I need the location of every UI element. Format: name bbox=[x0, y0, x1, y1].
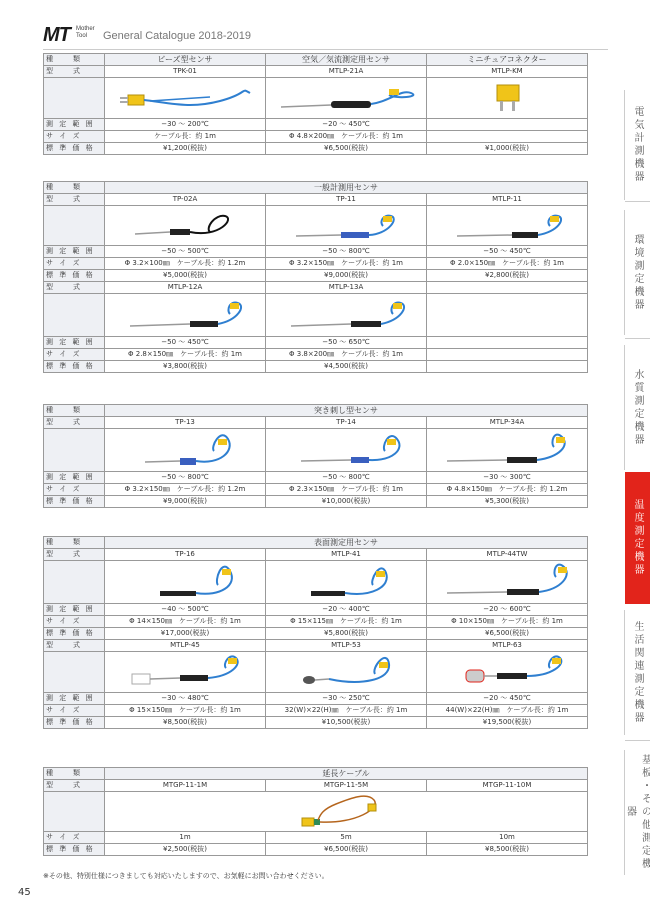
size-cell: Φ 3.2×150㎜ ケーブル長：約 1.2m bbox=[105, 484, 266, 496]
header-divider bbox=[43, 49, 608, 50]
model-cell: MTLP-12A bbox=[105, 282, 266, 294]
kind-cell: 突き刺し型センサ bbox=[105, 405, 588, 417]
label-range: 測 定 範 囲 bbox=[44, 337, 105, 349]
range-cell: −50 〜 450℃ bbox=[427, 246, 588, 258]
product-image-cell bbox=[427, 429, 588, 472]
label-model: 型 式 bbox=[44, 282, 105, 294]
label-model: 型 式 bbox=[44, 549, 105, 561]
image-label-cell bbox=[44, 78, 105, 119]
kind-cell: 一般計測用センサ bbox=[105, 182, 588, 194]
label-size: サ イ ズ bbox=[44, 131, 105, 143]
price-cell: ¥10,500(税抜) bbox=[266, 717, 427, 729]
model-cell: MTLP-45 bbox=[105, 640, 266, 652]
image-label-cell bbox=[44, 792, 105, 832]
size-cell: 44(W)×22(H)㎜ ケーブル長：約 1m bbox=[427, 705, 588, 717]
mtlp53-image bbox=[271, 654, 421, 690]
range-cell: −30 〜 480℃ bbox=[105, 693, 266, 705]
kind-cell: 表面測定用センサ bbox=[105, 537, 588, 549]
mtlp45-image bbox=[110, 654, 260, 690]
range-cell: −20 〜 400℃ bbox=[266, 604, 427, 616]
price-cell: ¥6,500(税抜) bbox=[266, 143, 427, 155]
extension-cable-image bbox=[106, 794, 586, 830]
label-model: 型 式 bbox=[44, 640, 105, 652]
product-image-cell bbox=[105, 294, 266, 337]
label-model: 型 式 bbox=[44, 194, 105, 206]
mtlp11-image bbox=[432, 208, 582, 244]
spec-table-bead bbox=[43, 53, 588, 155]
price-cell: ¥6,500(税抜) bbox=[427, 628, 588, 640]
model-cell: MTGP-11-1M bbox=[105, 780, 266, 792]
product-image-cell bbox=[266, 652, 427, 693]
price-cell bbox=[427, 361, 588, 373]
product-image-cell bbox=[266, 206, 427, 246]
side-tab-electrical[interactable]: 電気計測機器 bbox=[624, 90, 650, 200]
price-cell: ¥5,000(税抜) bbox=[105, 270, 266, 282]
kind-cell: ビーズ型センサ bbox=[105, 54, 266, 66]
product-image-cell bbox=[266, 429, 427, 472]
product-image-cell bbox=[266, 78, 427, 119]
tp13-image bbox=[110, 431, 260, 469]
catalog-title: General Catalogue 2018-2019 bbox=[103, 30, 252, 42]
label-model: 型 式 bbox=[44, 417, 105, 429]
price-cell: ¥10,000(税抜) bbox=[266, 496, 427, 508]
empty-cell bbox=[427, 294, 588, 337]
range-cell: −40 〜 500℃ bbox=[105, 604, 266, 616]
tp14-image bbox=[271, 431, 421, 469]
price-cell: ¥8,500(税抜) bbox=[427, 844, 588, 856]
size-cell: Φ 4.8×150㎜ ケーブル長：約 1.2m bbox=[427, 484, 588, 496]
model-cell: MTLP-41 bbox=[266, 549, 427, 561]
size-cell: Φ 4.8×200㎜ ケーブル長：約 1m bbox=[266, 131, 427, 143]
model-cell: TP-14 bbox=[266, 417, 427, 429]
connector-image bbox=[432, 79, 582, 117]
label-size: サ イ ズ bbox=[44, 484, 105, 496]
range-cell bbox=[427, 119, 588, 131]
label-range: 測 定 範 囲 bbox=[44, 604, 105, 616]
product-image-cell bbox=[427, 652, 588, 693]
product-image-cell bbox=[105, 561, 266, 604]
brand-sub-line1: Mother bbox=[76, 26, 95, 32]
model-cell: TPK-01 bbox=[105, 66, 266, 78]
range-cell: −50 〜 500℃ bbox=[105, 246, 266, 258]
price-cell: ¥1,000(税抜) bbox=[427, 143, 588, 155]
label-price: 標 準 価 格 bbox=[44, 270, 105, 282]
model-cell: TP-02A bbox=[105, 194, 266, 206]
price-cell: ¥9,000(税抜) bbox=[266, 270, 427, 282]
label-price: 標 準 価 格 bbox=[44, 361, 105, 373]
tp11-image bbox=[271, 208, 421, 244]
label-price: 標 準 価 格 bbox=[44, 628, 105, 640]
label-model: 型 式 bbox=[44, 780, 105, 792]
side-tab-water[interactable]: 水質測定機器 bbox=[624, 345, 650, 470]
size-cell: Φ 3.2×150㎜ ケーブル長：約 1m bbox=[266, 258, 427, 270]
product-image-cell bbox=[427, 561, 588, 604]
model-cell: MTLP-63 bbox=[427, 640, 588, 652]
brand-logo: MT bbox=[43, 24, 70, 46]
price-cell: ¥19,500(税抜) bbox=[427, 717, 588, 729]
product-image-cell bbox=[266, 294, 427, 337]
price-cell: ¥6,500(税抜) bbox=[266, 844, 427, 856]
price-cell: ¥5,300(税抜) bbox=[427, 496, 588, 508]
size-cell: Φ 3.2×100㎜ ケーブル長：約 1.2m bbox=[105, 258, 266, 270]
kind-cell: ミニチュアコネクター bbox=[427, 54, 588, 66]
model-cell: MTLP-53 bbox=[266, 640, 427, 652]
image-label-cell bbox=[44, 206, 105, 246]
image-label-cell bbox=[44, 561, 105, 604]
model-cell: MTGP-11-5M bbox=[266, 780, 427, 792]
label-range: 測 定 範 囲 bbox=[44, 472, 105, 484]
product-image-cell bbox=[105, 792, 588, 832]
label-model: 型 式 bbox=[44, 66, 105, 78]
label-price: 標 準 価 格 bbox=[44, 844, 105, 856]
label-price: 標 準 価 格 bbox=[44, 143, 105, 155]
model-cell: MTGP-11-10M bbox=[427, 780, 588, 792]
range-cell: −20 〜 600℃ bbox=[427, 604, 588, 616]
range-cell: −30 〜 200℃ bbox=[105, 119, 266, 131]
model-cell: TP-16 bbox=[105, 549, 266, 561]
side-tab-temperature[interactable]: 温度測定機器 bbox=[625, 472, 650, 604]
product-image-cell bbox=[427, 206, 588, 246]
air-sensor-image bbox=[271, 79, 421, 117]
range-cell: −50 〜 450℃ bbox=[105, 337, 266, 349]
label-price: 標 準 価 格 bbox=[44, 496, 105, 508]
size-cell: Φ 2.3×150㎜ ケーブル長：約 1m bbox=[266, 484, 427, 496]
size-cell: ケーブル長：約 1m bbox=[105, 131, 266, 143]
footnote: ※その他、特別仕様につきましても対応いたしますので、お気軽にお問い合わせください。 bbox=[43, 872, 329, 880]
model-cell bbox=[427, 282, 588, 294]
spec-table-surface bbox=[43, 536, 588, 729]
range-cell bbox=[427, 337, 588, 349]
size-cell: Φ 15×115㎜ ケーブル長：約 1m bbox=[266, 616, 427, 628]
image-label-cell bbox=[44, 294, 105, 337]
size-cell: 32(W)×22(H)㎜ ケーブル長：約 1m bbox=[266, 705, 427, 717]
label-range: 測 定 範 囲 bbox=[44, 693, 105, 705]
range-cell: −50 〜 800℃ bbox=[266, 472, 427, 484]
label-size: サ イ ズ bbox=[44, 258, 105, 270]
product-image-cell bbox=[427, 78, 588, 119]
bead-sensor-image bbox=[110, 79, 260, 117]
range-cell: −20 〜 450℃ bbox=[427, 693, 588, 705]
price-cell: ¥17,000(税抜) bbox=[105, 628, 266, 640]
size-cell: 1m bbox=[105, 832, 266, 844]
price-cell: ¥2,500(税抜) bbox=[105, 844, 266, 856]
model-cell: MTLP-21A bbox=[266, 66, 427, 78]
model-cell: MTLP-KM bbox=[427, 66, 588, 78]
price-cell: ¥5,800(税抜) bbox=[266, 628, 427, 640]
model-cell: MTLP-11 bbox=[427, 194, 588, 206]
price-cell: ¥1,200(税抜) bbox=[105, 143, 266, 155]
label-kind: 種 類 bbox=[44, 537, 105, 549]
kind-cell: 空気／気流測定用センサ bbox=[266, 54, 427, 66]
label-kind: 種 類 bbox=[44, 182, 105, 194]
side-divider bbox=[625, 201, 650, 202]
page-number: 45 bbox=[18, 887, 31, 898]
image-label-cell bbox=[44, 652, 105, 693]
spec-table-piercing bbox=[43, 404, 588, 508]
model-cell: TP-13 bbox=[105, 417, 266, 429]
label-range: 測 定 範 囲 bbox=[44, 119, 105, 131]
product-image-cell bbox=[105, 206, 266, 246]
tp02a-image bbox=[110, 208, 260, 244]
price-cell: ¥3,800(税抜) bbox=[105, 361, 266, 373]
brand-sub-line2: Tool bbox=[76, 33, 88, 39]
range-cell: −30 〜 300℃ bbox=[427, 472, 588, 484]
product-image-cell bbox=[105, 652, 266, 693]
price-cell: ¥4,500(税抜) bbox=[266, 361, 427, 373]
model-cell: TP-11 bbox=[266, 194, 427, 206]
label-size: サ イ ズ bbox=[44, 616, 105, 628]
size-cell bbox=[427, 131, 588, 143]
side-tab-living[interactable]: 生活関連測定機器 bbox=[624, 610, 650, 735]
range-cell: −20 〜 450℃ bbox=[266, 119, 427, 131]
size-cell: 5m bbox=[266, 832, 427, 844]
size-cell: Φ 2.0×150㎜ ケーブル長：約 1m bbox=[427, 258, 588, 270]
product-image-cell bbox=[266, 561, 427, 604]
mtlp41-image bbox=[271, 563, 421, 601]
range-cell: −50 〜 800℃ bbox=[266, 246, 427, 258]
size-cell: Φ 14×150㎜ ケーブル長：約 1m bbox=[105, 616, 266, 628]
price-cell: ¥8,500(税抜) bbox=[105, 717, 266, 729]
brand-logo-sub bbox=[76, 26, 95, 40]
range-cell: −50 〜 800℃ bbox=[105, 472, 266, 484]
mtlp44tw-image bbox=[432, 563, 582, 601]
label-size: サ イ ズ bbox=[44, 705, 105, 717]
label-range: 測 定 範 囲 bbox=[44, 246, 105, 258]
label-price: 標 準 価 格 bbox=[44, 717, 105, 729]
side-tab-environment[interactable]: 環境測定機器 bbox=[624, 210, 650, 335]
range-cell: −50 〜 650℃ bbox=[266, 337, 427, 349]
price-cell: ¥9,000(税抜) bbox=[105, 496, 266, 508]
product-image-cell bbox=[105, 78, 266, 119]
model-cell: MTLP-34A bbox=[427, 417, 588, 429]
size-cell bbox=[427, 349, 588, 361]
side-divider bbox=[625, 338, 650, 339]
range-cell: −30 〜 250℃ bbox=[266, 693, 427, 705]
label-kind: 種 類 bbox=[44, 768, 105, 780]
label-size: サ イ ズ bbox=[44, 349, 105, 361]
mtlp63-image bbox=[432, 654, 582, 690]
label-size: サ イ ズ bbox=[44, 832, 105, 844]
spec-table-extension bbox=[43, 767, 588, 856]
page-header bbox=[43, 20, 608, 50]
mtlp12a-image bbox=[110, 296, 260, 334]
size-cell: Φ 2.8×150㎜ ケーブル長：約 1m bbox=[105, 349, 266, 361]
label-kind: 種 類 bbox=[44, 54, 105, 66]
mtlp34a-image bbox=[432, 431, 582, 469]
size-cell: Φ 15×150㎜ ケーブル長：約 1m bbox=[105, 705, 266, 717]
kind-cell: 延長ケーブル bbox=[105, 768, 588, 780]
image-label-cell bbox=[44, 429, 105, 472]
size-cell: 10m bbox=[427, 832, 588, 844]
price-cell: ¥2,800(税抜) bbox=[427, 270, 588, 282]
model-cell: MTLP-13A bbox=[266, 282, 427, 294]
tp16-image bbox=[110, 563, 260, 601]
product-image-cell bbox=[105, 429, 266, 472]
model-cell: MTLP-44TW bbox=[427, 549, 588, 561]
spec-table-general bbox=[43, 181, 588, 373]
mtlp13a-image bbox=[271, 296, 421, 334]
size-cell: Φ 10×150㎜ ケーブル長：約 1m bbox=[427, 616, 588, 628]
side-tab-other[interactable]: 基板・その他測定機器 bbox=[624, 750, 650, 875]
size-cell: Φ 3.8×200㎜ ケーブル長：約 1m bbox=[266, 349, 427, 361]
side-divider bbox=[625, 740, 650, 741]
label-kind: 種 類 bbox=[44, 405, 105, 417]
